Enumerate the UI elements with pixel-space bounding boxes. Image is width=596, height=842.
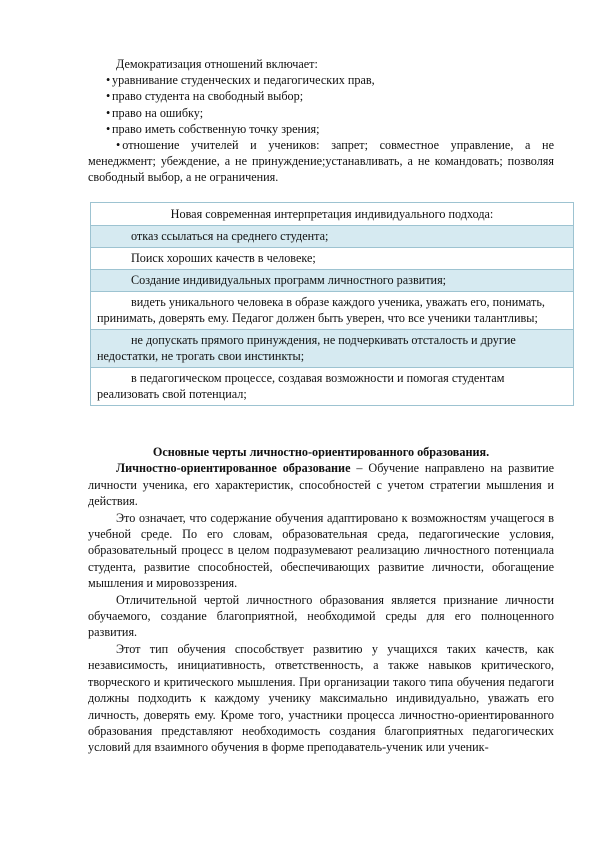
bullet-icon: •: [106, 89, 111, 104]
table-cell: видеть уникального человека в образе каждого ученика, уважать его, понимать, принимать, доверять ему. Педагог должен быть уверен, что все ученики талантливы;: [91, 292, 574, 330]
bullet-icon: •: [106, 73, 111, 88]
table-row: [91, 248, 574, 270]
table-cell: Поиск хороших качеств в человеке;: [91, 248, 574, 270]
body-paragraph: Этот тип обучения способствует развитию у учащихся таких качеств, как независимость, инициативность, ответственность, а также навыков критического, творческого и критического мышления. При организации такого типа обучения педагоги должны подходить к каждому ученику максимально индивидуально, уважать его личность, доверять ему. Кроме того, участники процесса личностно-ориентированного образования представляют необходимость создания благоприятных педагогических условий для взаимного обучения в форме преподаватель-ученик или ученик-: [88, 641, 554, 755]
features-section: [88, 444, 554, 756]
list-item: • право студента на свободный выбор;: [106, 89, 304, 104]
table-row: [91, 292, 574, 330]
table-cell: отказ ссылаться на среднего студента;: [91, 226, 574, 248]
intro-bullet-list: [88, 72, 554, 185]
bullet-icon: •: [116, 138, 121, 153]
definition-paragraph: [88, 460, 554, 509]
table-header-cell: Новая современная интерпретация индивидуального подхода:: [91, 203, 574, 226]
table-cell: в педагогическом процессе, создавая возможности и помогая студентам реализовать свой потенциал;: [91, 368, 574, 406]
definition-text: – Обучение направлено на развитие личности ученика, его характеристик, способностей с учетом стратегии мышления и действия.: [88, 461, 555, 509]
body-paragraph: Отличительной чертой личностного образования является признание личности обучаемого, создание благоприятной, необходимой среды для его полноценного развития.: [88, 592, 554, 640]
definition-term: Личностно-ориентированное образование: [116, 461, 351, 476]
bullet-icon: •: [106, 121, 111, 136]
section-heading: Основные черты личностно-ориентированного образования.: [152, 445, 490, 459]
table-row: [91, 203, 574, 226]
table-row: [91, 330, 574, 368]
table-row: [91, 368, 574, 406]
table-row: [91, 270, 574, 292]
table-cell: Создание индивидуальных программ личностного развития;: [91, 270, 574, 292]
bullet-icon: •: [106, 105, 111, 120]
list-item: • уравнивание студенческих и педагогических прав,: [106, 73, 375, 88]
intro-lead: Демократизация отношений включает:: [116, 57, 318, 71]
body-paragraph: Это означает, что содержание обучения адаптировано к возможностям учащегося в учебной среде. По его словам, образовательная среда, педагогические условия, образовательный процесс в целом подразумевают реализацию личностного потенциала студента, развитие способностей, обеспечивающих развитие личности, обогащение мышления и мировоззрения.: [88, 510, 554, 591]
interpretation-table: [90, 202, 574, 406]
list-item: • право на ошибку;: [106, 105, 204, 120]
table-row: [91, 226, 574, 248]
list-item: • отношение учителей и учеников: запрет; совместное управление, а не менеджмент; убеждение, а не принуждение;устанавливать, а не командовать; позволяя свободный выбор, а не ограничения.: [88, 138, 554, 185]
list-item: • право иметь собственную точку зрения;: [106, 121, 320, 136]
intro-block: [88, 56, 554, 186]
table-cell: не допускать прямого принуждения, не подчеркивать отсталость и другие недостатки, не трогать свои инстинкты;: [91, 330, 574, 368]
